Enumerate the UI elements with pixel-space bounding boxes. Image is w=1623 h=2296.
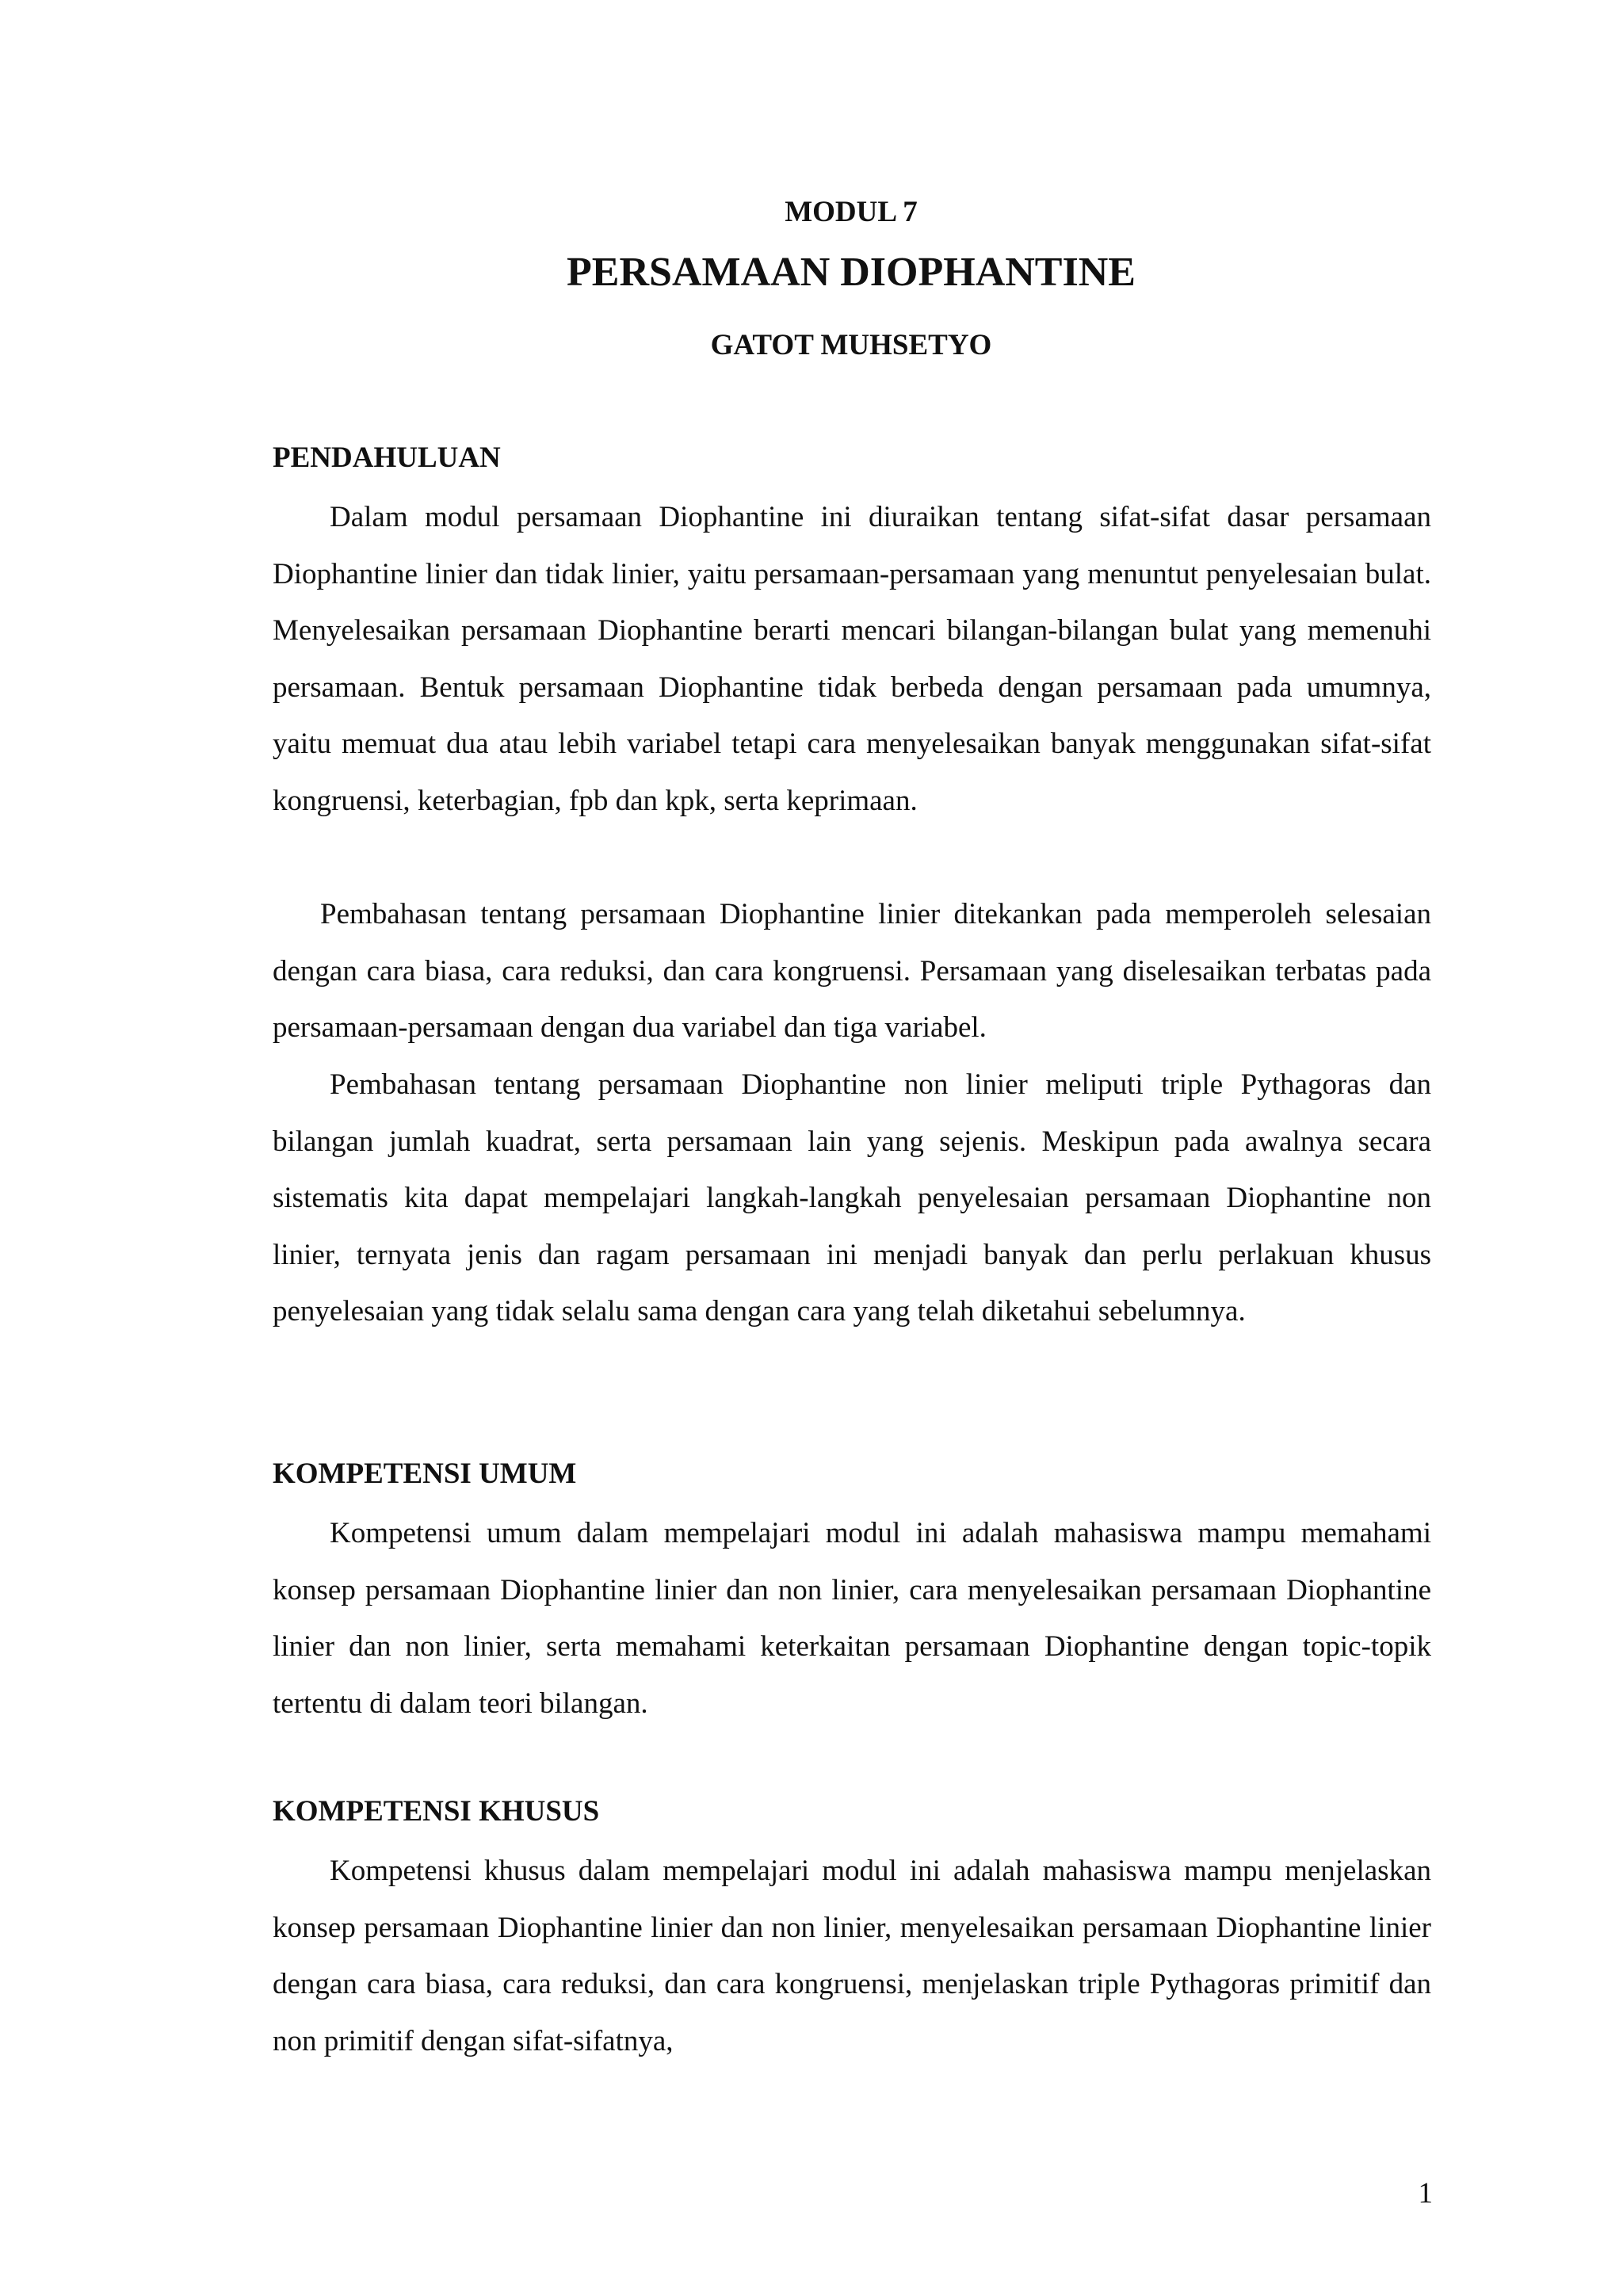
document-title: PERSAMAAN DIOPHANTINE xyxy=(567,250,1136,295)
page-number: 1 xyxy=(1418,2177,1433,2210)
paragraph-pendahuluan-3: Pembahasan tentang persamaan Diophantine non linier meliputi triple Pythagoras dan bilangan jumlah kuadrat, serta persamaan lain yang sejenis. Meskipun pada awalnya secara sistematis kita dapat mempelajari langkah-langkah penyelesaian persamaan Diophantine non linier, ternyata jenis dan ragam persamaan ini menjadi banyak dan perlu perlakuan khusus penyelesaian yang tidak selalu sama dengan cara yang telah diketahui sebelumnya. xyxy=(273,1068,1431,1328)
paragraph-kompetensi-khusus: Kompetensi khusus dalam mempelajari modul ini adalah mahasiswa mampu menjelaskan konsep persamaan Diophantine linier dan non linier, menyelesaikan persamaan Diophantine linier dengan cara biasa, cara reduksi, dan cara kongruensi, menjelaskan triple Pythagoras primitif dan non primitif dengan sifat-sifatnya, xyxy=(273,1855,1431,2057)
section-heading-kompetensi-umum: KOMPETENSI UMUM xyxy=(273,1457,577,1490)
paragraph-pendahuluan-2: Pembahasan tentang persamaan Diophantine linier ditekankan pada memperoleh selesaian dengan cara biasa, cara reduksi, dan cara kongruensi. Persamaan yang diselesaikan terbatas pada persamaan-persamaan dengan dua variabel dan tiga variabel. xyxy=(273,898,1431,1044)
section-heading-kompetensi-khusus: KOMPETENSI KHUSUS xyxy=(273,1795,600,1828)
section-heading-pendahuluan: PENDAHULUAN xyxy=(273,441,501,474)
paragraph-kompetensi-umum: Kompetensi umum dalam mempelajari modul ini adalah mahasiswa mampu memahami konsep persamaan Diophantine linier dan non linier, cara menyelesaikan persamaan Diophantine linier dan non linier, serta memahami keterkaitan persamaan Diophantine dengan topic-topik tertentu di dalam teori bilangan. xyxy=(273,1517,1431,1720)
author-name: GATOT MUHSETYO xyxy=(710,329,992,361)
module-label: MODUL 7 xyxy=(785,196,918,228)
paragraph-pendahuluan-1: Dalam modul persamaan Diophantine ini diuraikan tentang sifat-sifat dasar persamaan Diophantine linier dan tidak linier, yaitu persamaan-persamaan yang menuntut penyelesaian bulat. Menyelesaikan persamaan Diophantine berarti mencari bilangan-bilangan bulat yang memenuhi persamaan. Bentuk persamaan Diophantine tidak berbeda dengan persamaan pada umumnya, yaitu memuat dua atau lebih variabel tetapi cara menyelesaikan banyak menggunakan sifat-sifat kongruensi, keterbagian, fpb dan kpk, serta keprimaan. xyxy=(273,501,1431,817)
